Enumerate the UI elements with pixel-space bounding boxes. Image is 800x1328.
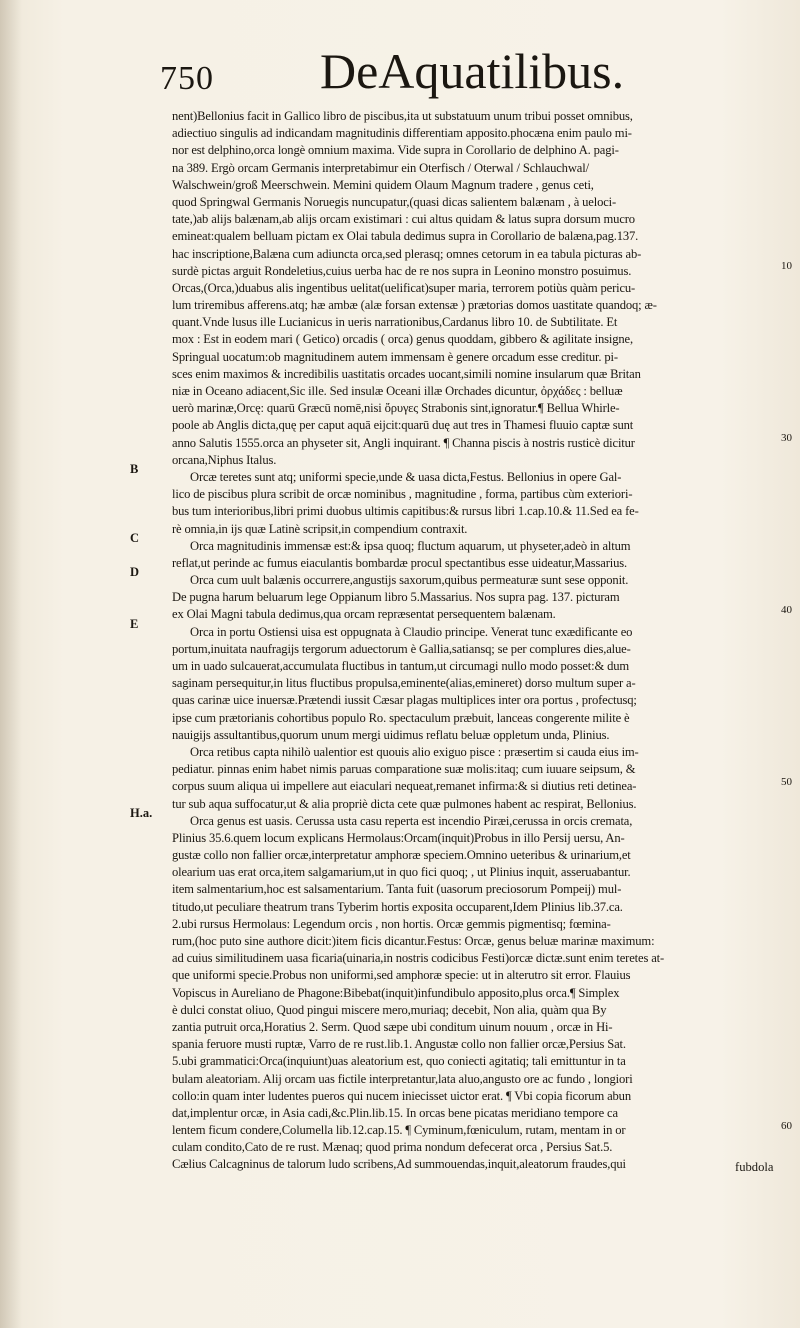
text-line: ad cuius similitudinem uasa ficaria(uinaria,in nostris codicibus Festi)orcæ dictæ.sunt enim teretes at-	[172, 951, 665, 966]
margin-letter-e: E	[130, 617, 139, 631]
text-line: 5.ubi grammatici:Orca(inquiunt)uas aleatorium est, quo coniecti agitatiq; tali emittuntur in ta	[172, 1054, 626, 1069]
text-line: Plinius 35.6.quem locum explicans Hermolaus:Orcam(inquit)Probus in illo Persij uersu, An-	[172, 830, 625, 845]
text-line: sces enim maximos & incredibilis uastitatis orcades uocant,simili nomine insularum quæ Britan	[172, 366, 641, 381]
text-line: saginam persequitur,in litus fluctibus propulsa,eminente(alias,emineret) dorso multum super a-	[172, 676, 636, 691]
text-line: lentem ficum condere,Columella lib.12.cap.15. ¶ Cyminum,fœniculum, rutam, mentam in or	[172, 1123, 626, 1138]
text-line: uerò marinæ,Orcę: quarū Græcū nomē,nisi ὄρυγες Strabonis sint,ignoratur.¶ Bellua Whirle-	[172, 401, 620, 416]
page-header	[160, 43, 760, 106]
text-line: è dulci constat oliuo, Quod pingui miscere mero,muriaq; decebit, Non alia, quàm qua By	[172, 1002, 607, 1017]
text-line: Orca genus est uasis. Cerussa usta casu reperta est incendio Piræi,cerussa in orcis cremata,	[190, 813, 633, 828]
text-line: Orcæ teretes sunt atq; uniformi specie,unde & uasa dicta,Festus. Bellonius in opere Gal-	[190, 469, 622, 484]
text-line: ex Olai Magni tabula dedimus,qua orcam repræsentat persequentem balænam.	[172, 607, 556, 622]
text-line: nauigijs assultantibus,quorum unum mergi uidimus reflatu beluæ oppletum unda, Plinius.	[172, 727, 610, 742]
text-line: collo:in quam inter ludentes pueros qui nucem iniecisset uictor erat. ¶ Vbi copia ficorum abun	[172, 1088, 631, 1103]
text-line: nor est delphino,orca longè omnium maxima. Vide supra in Corollario de delphino A. pagi-	[172, 143, 619, 158]
text-line: mox : Est in eodem mari ( Getico) orcadis ( orca) genus quoddam, gibbero & agilitate insigne,	[172, 332, 633, 347]
text-line: quant.Vnde lusus ille Lucianicus in ueris narrationibus,Cardanus libro 10. de Subtilitate. Et	[172, 315, 618, 330]
text-line: orcana,Niphus Italus.	[172, 452, 277, 467]
text-line: Orca cum uult balænis occurrere,angustijs saxorum,quibus permeaturæ sunt sese opponit.	[190, 573, 629, 588]
text-line: adiectiuo singulis ad indicandam magnitudinis differentiam apposito.phocæna enim paulo mi-	[172, 126, 632, 141]
text-line: bulam aleatoriam. Alij orcam uas fictile interpretantur,lata aluo,angusto ore ac fundo , longiori	[172, 1071, 633, 1086]
text-line: ipse cum prætorianis cohortibus populo Ro. spectaculum præbuit, lanceas congerente milite è	[172, 710, 630, 725]
text-line: Vopiscus in Aureliano de Phagone:Bibebat(inquit)infundibulo apposito,plus orca.¶ Simplex	[172, 985, 620, 1000]
body-text	[172, 108, 792, 1174]
text-line: pediatur. pinnas enim habet nimis paruas comparatione suæ molis:itaq; cum iuuare seipsum, &	[172, 762, 636, 777]
text-line: tate,)ab alijs balænam,ab alijs orcam existimari : cui altus quidam & latus supra dorsum mucro	[172, 212, 635, 227]
catchword: fubdola	[735, 1160, 774, 1174]
text-line: Orca in portu Ostiensi uisa est oppugnata à Claudio principe. Venerat tunc exædificante eo	[190, 624, 633, 639]
text-line: olearium uas erat orca,item salgamarium,ut in quo fici quoq; , ut Plinius inquit, asseruabantur.	[172, 865, 631, 880]
text-line: emineat:qualem belluam pictam ex Olai tabula dedimus supra in Corollario de balæna,pag.137.	[172, 229, 639, 244]
spine-shadow	[0, 0, 22, 1328]
margin-number-50: 50	[781, 776, 792, 788]
text-line: Springual uocatum:ob magnitudinem autem immensam è genere orcadum esse creditur. pi-	[172, 349, 618, 364]
margin-number-40: 40	[781, 604, 792, 616]
text-line: 2.ubi rursus Hermolaus: Legendum orcis , non hortis. Orcæ gemmis pigmentisq; fœmina-	[172, 916, 611, 931]
margin-number-60: 60	[781, 1120, 792, 1132]
page-number: 750	[160, 60, 214, 97]
text-line: que uniformi specie.Probus non uniformi,sed amphoræ specie: ut in alterutro sit error. Flauius	[172, 968, 631, 983]
margin-letter-c: C	[130, 531, 140, 545]
text-line: zantia putruit orca,Horatius 2. Serm. Quod sæpe ubi conditum uinum nouum , orcæ in Hi-	[172, 1019, 613, 1034]
text-line: anno Salutis 1555.orca an physeter sit, Angli inquirant. ¶ Channa piscis à nostris rusticè dicitur	[172, 435, 635, 450]
text-line: lum triremibus afferens.atq; hæ ambæ (alæ forsan extensæ ) prætorias domos uastitate quandoq; æ-	[172, 298, 657, 313]
text-line: Orcas,(Orca,)duabus alis ingentibus uelitat(uelificat)super maria, terrorem potiùs quàm pericu-	[172, 280, 636, 295]
text-line: nent)Bellonius facit in Gallico libro de piscibus,ita ut substatuum unum tribui posset omnibus,	[172, 109, 633, 123]
text-line: gustæ collo non fallier orcæ,interpretatur amphoræ speciem.Omnino ueteribus & urinarium,et	[172, 848, 631, 863]
margin-letter-d: D	[130, 565, 140, 579]
text-line: Cælius Calcagninus de talorum ludo scribens,Ad summouendas,inquit,aleatorum fraudes,qui	[172, 1157, 626, 1172]
text-line: reflat,ut perinde ac fumus eiaculantis bombardæ procul spectantibus esse uideatur,Massarius.	[172, 555, 628, 570]
text-line: item salmentarium,hoc est salsamentarium. Tanta fuit (uasorum preciosorum Pompeij) mul-	[172, 882, 622, 897]
margin-letter-ha: H.a.	[130, 806, 153, 820]
text-line: Orca magnitudinis immensæ est:& ipsa quoq; fluctum aquarum, ut physeter,adeò in altum	[190, 538, 631, 553]
text-line: spania feruore musti ruptæ, Varro de re rust.lib.1. Angustæ collo non fallier orcæ,Persius Sat.	[172, 1037, 626, 1052]
text-line: titudo,ut peculiare theatrum trans Tyberim hortis exposita occuparent,Idem Plinius lib.37.ca.	[172, 899, 623, 914]
text-line: Walschwein/groß Meerschwein. Memini quidem Olaum Magnum tradere , genus ceti,	[172, 177, 594, 192]
text-line: um in uado sulcauerat,accumulata fluctibus in tantum,ut circumagi nullo modo posset:& dum	[172, 659, 630, 673]
text-line: hac inscriptione,Balæna cum adiuncta orca,sed plerasq; omnes cetorum in ea tabula picturas ab-	[172, 246, 642, 261]
text-line: na 389. Ergò orcam Germanis interpretabimur ein Oterfisch / Oterwal / Schlauchwal/	[172, 160, 589, 175]
margin-number-30: 30	[781, 432, 792, 444]
text-line: quod Springwal Germanis Noruegis nuncupatur,(quasi dicas salientem balænam , à ueloci-	[172, 194, 617, 209]
text-line: surdè pictas arguit Rondeletius,cuius uerba hac de re nos supra in Leonino monstro posuimus.	[172, 263, 632, 278]
text-line: Orca retibus capta nihilò ualentior est quouis alio exiguo pisce : præsertim si cauda eius im-	[190, 744, 639, 759]
text-line: lico de piscibus plura scribit de orcæ nominibus , magnitudine , forma, partibus cùm exteriori-	[172, 487, 633, 502]
text-line: corpus suum aliqua ui impellere aut eiaculari nequeat,remanet infirma:& si diutius reti detinea-	[172, 779, 637, 794]
text-line: portum,inuitata naufragijs tergorum aduectorum è Gallia,satiansq; se per complures dies,alue-	[172, 641, 631, 656]
text-line: quas carinæ uice inuersæ.Prætendi iussit Cæsar plagas multiplices inter ora portus , profectusq;	[172, 693, 637, 708]
running-title: DeAquatilibus.	[320, 43, 625, 99]
text-line: bus tum interioribus,libri primi duobus ultimis capitibus:& rursus libri 1.cap.10.& 11.Sed ea fe-	[172, 504, 639, 519]
text-line: De pugna harum beluarum lege Oppianum libro 5.Massarius. Nos supra pag. 137. picturam	[172, 590, 620, 605]
text-line: dat,implentur orcæ, in Asia cadi,&c.Plin.lib.15. In orcas bene picatas meridiano tempore ca	[172, 1105, 618, 1120]
text-line: rè omnia,in ijs quæ Latinè scripsit,in compendium contraxit.	[172, 521, 468, 536]
text-line: tur sub aqua suffocatur,ut & alia propriè dicta cete quæ pulmones habent ac respirat, Bellonius.	[172, 796, 637, 811]
margin-letter-b: B	[130, 462, 139, 476]
text-line: culam condito,Cato de re rust. Mænaq; quod prima nondum defecerat orca , Persius Sat.5.	[172, 1140, 613, 1155]
margin-number-10: 10	[781, 260, 792, 272]
text-line: niæ in Oceano adiacent,Sic ille. Sed insulæ Oceani illæ Orchades dicuntur, ὀρχάδες : belluæ	[172, 384, 623, 398]
text-line: rum,(hoc puto sine authore dicit:)item ficis dicantur.Festus: Orcæ, genus beluæ marinæ maximum:	[172, 934, 655, 948]
text-line: poole ab Anglis dicta,quę per caput aquā eijcit:quarū duę aut tres in Thamesi fluuio captæ sunt	[172, 418, 634, 433]
